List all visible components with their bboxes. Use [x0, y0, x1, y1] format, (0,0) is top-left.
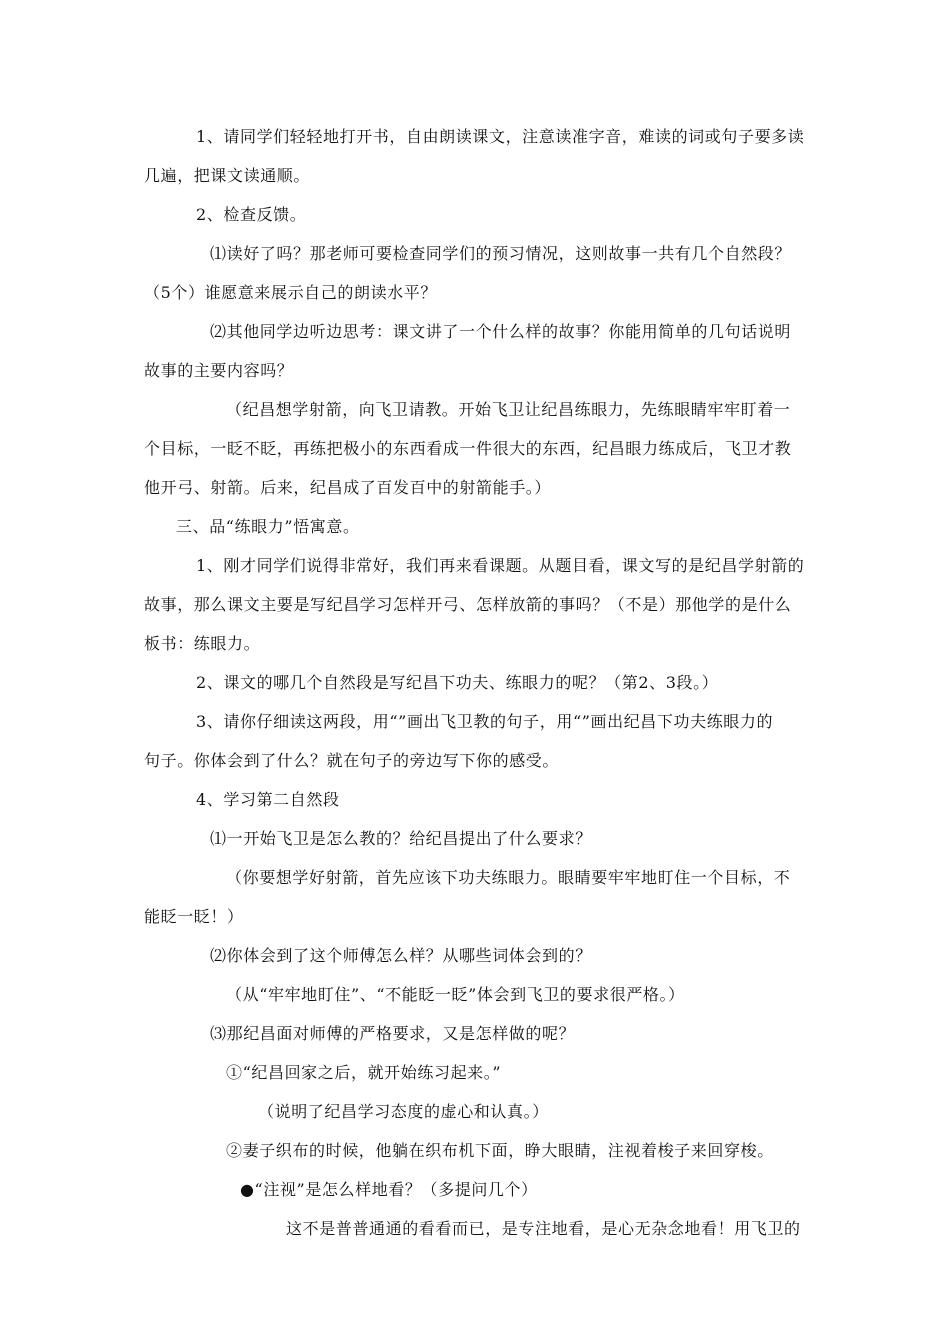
text-line: （你要想学好射箭，首先应该下功夫练眼力。眼睛要牢牢地盯住一个目标，不 [226, 868, 791, 887]
text-line: 1、刚才同学们说得非常好，我们再来看课题。从题目看，课文写的是纪昌学射箭的 [196, 556, 805, 575]
text-line: 板书：练眼力。 [144, 634, 261, 653]
text-line: 这不是普普通通的看看而已，是专注地看，是心无杂念地看！用飞卫的 [286, 1219, 801, 1238]
text-line: 个目标，一眨不眨，再练把极小的东西看成一件很大的东西，纪昌眼力练成后，飞卫才教 [144, 439, 792, 458]
text-line: 3、请你仔细读这两段，用“”画出飞卫教的句子，用“”画出纪昌下功夫练眼力的 [196, 712, 774, 731]
text-line: 句子。你体会到了什么？就在句子的旁边写下你的感受。 [144, 751, 560, 770]
text-line: 故事的主要内容吗？ [144, 361, 294, 380]
text-line: （从“牢牢地盯住”、“不能眨一眨”体会到飞卫的要求很严格。） [226, 985, 685, 1004]
text-line: 故事，那么课文主要是写纪昌学习怎样开弓、怎样放箭的事吗？（不是）那他学的是什么 [144, 595, 792, 614]
text-line: 2、检查反馈。 [196, 205, 307, 224]
text-line: 他开弓、射箭。后来，纪昌成了百发百中的射箭能手。） [144, 478, 552, 497]
text-line: 能眨一眨！） [144, 907, 244, 926]
text-line: 4、学习第二自然段 [196, 790, 340, 809]
text-line: （说明了纪昌学习态度的虚心和认真。） [258, 1102, 549, 1121]
text-line: （纪昌想学射箭，向飞卫请教。开始飞卫让纪昌练眼力，先练眼睛牢牢盯着一 [226, 400, 791, 419]
text-line: ⑶那纪昌面对师傅的严格要求，又是怎样做的呢？ [210, 1024, 576, 1043]
text-line: ⑴一开始飞卫是怎么教的？给纪昌提出了什么要求？ [210, 829, 592, 848]
section-heading: 三、品“练眼力”悟寓意。 [176, 517, 360, 536]
text-line: 2、课文的哪几个自然段是写纪昌下功夫、练眼力的呢？（第2、3段。） [196, 673, 719, 692]
text-line: 1、请同学们轻轻地打开书，自由朗读课文，注意读准字音，难读的词或句子要多读 [196, 127, 805, 146]
text-line: ⑴读好了吗？那老师可要检查同学们的预习情况，这则故事一共有几个自然段？ [210, 244, 792, 263]
text-line: ⑵你体会到了这个师傅怎么样？从哪些词体会到的？ [210, 946, 592, 965]
text-line: ②妻子织布的时候，他躺在织布机下面，睁大眼睛，注视着梭子来回穿梭。 [226, 1141, 774, 1160]
text-line: （5个）谁愿意来展示自己的朗读水平？ [144, 283, 437, 302]
text-line: ⑵其他同学边听边思考：课文讲了一个什么样的故事？你能用简单的几句话说明 [210, 322, 792, 341]
text-line: 几遍，把课文读通顺。 [144, 166, 311, 185]
text-line: ①“纪昌回家之后，就开始练习起来。” [226, 1063, 502, 1082]
bullet-line: ●“注视”是怎么样地看？（多提问几个） [240, 1180, 538, 1199]
